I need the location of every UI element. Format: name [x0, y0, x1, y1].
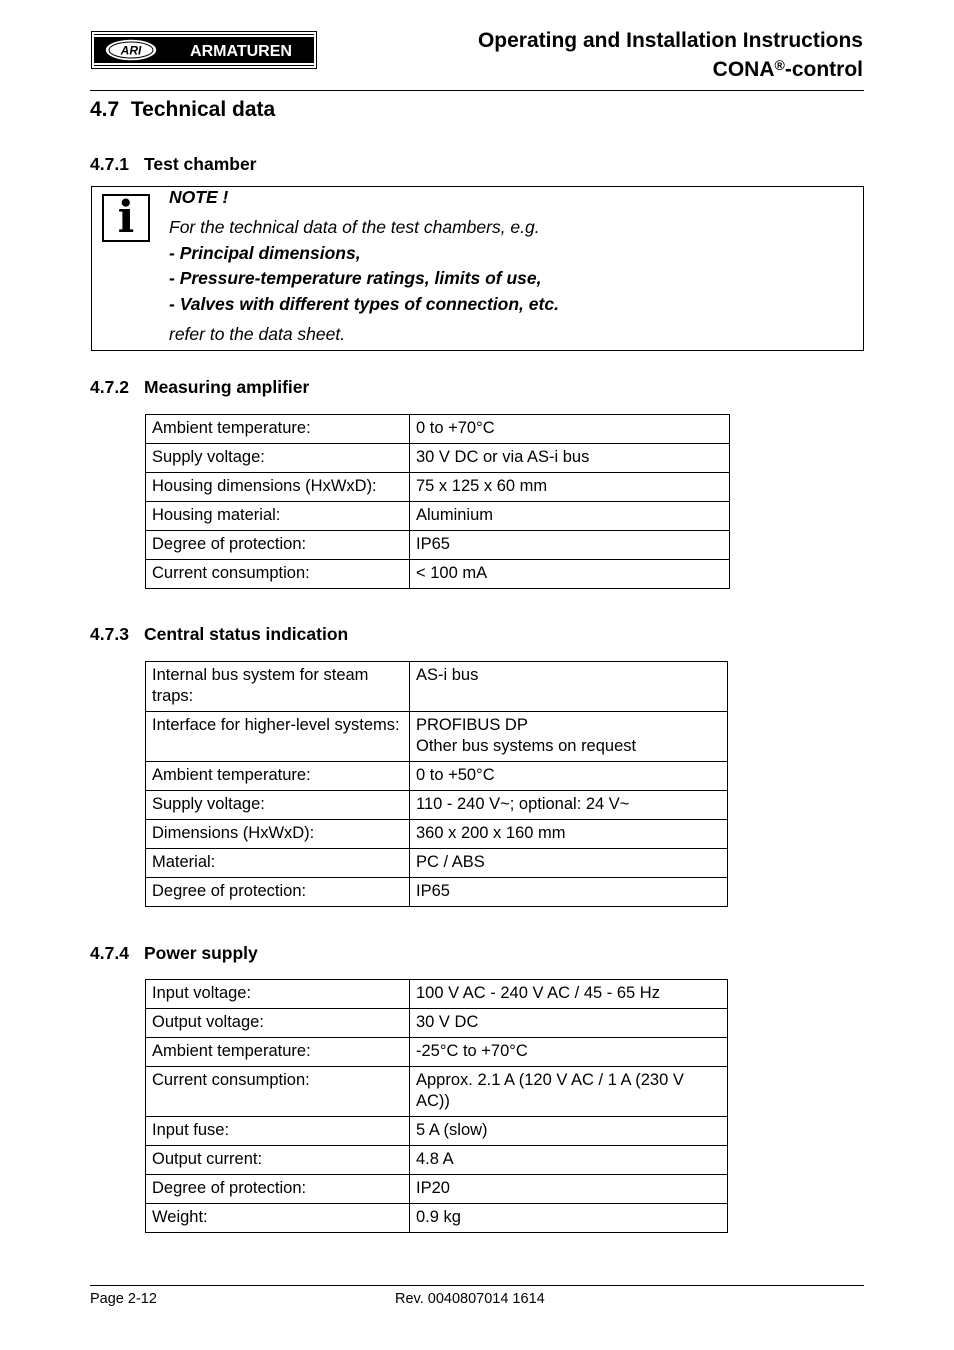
table-row: Housing material: Aluminium: [146, 502, 730, 531]
table-row: Output current: 4.8 A: [146, 1146, 728, 1175]
revision-number: Rev. 0040807014 1614: [395, 1291, 545, 1307]
document-title-line2: CONA®-control: [712, 57, 863, 81]
table-row: Input voltage: 100 V AC - 240 V AC / 45 - 65 Hz: [146, 980, 728, 1009]
svg-text:ARI: ARI: [120, 43, 142, 58]
note-intro: For the technical data of the test chambers, e.g.: [169, 217, 540, 237]
subsection-heading-power-supply: 4.7.4 Power supply: [90, 943, 258, 963]
table-row: Internal bus system for steam traps: AS-i bus: [146, 662, 728, 712]
subsection-heading-measuring-amplifier: 4.7.2 Measuring amplifier: [90, 377, 310, 397]
table-row: Dimensions (HxWxD): 360 x 200 x 160 mm: [146, 820, 728, 849]
note-bullet: - Pressure-temperature ratings, limits of use,: [169, 268, 542, 288]
header-divider: [90, 90, 864, 91]
table-row: Degree of protection: IP65: [146, 531, 730, 560]
table-row: Supply voltage: 30 V DC or via AS-i bus: [146, 444, 730, 473]
table-row: Input fuse: 5 A (slow): [146, 1117, 728, 1146]
table-row: Degree of protection: IP20: [146, 1175, 728, 1204]
table-row: Ambient temperature: -25°C to +70°C: [146, 1038, 728, 1067]
table-row: Ambient temperature: 0 to +70°C: [146, 415, 730, 444]
note-bullet: - Principal dimensions,: [169, 243, 361, 263]
ari-armaturen-logo: [91, 31, 317, 69]
table-row: Ambient temperature: 0 to +50°C: [146, 762, 728, 791]
central-status-table: [145, 661, 728, 907]
info-icon: i: [102, 194, 150, 242]
note-heading: NOTE !: [169, 187, 229, 207]
table-row: Current consumption: < 100 mA: [146, 560, 730, 589]
table-row: Housing dimensions (HxWxD): 75 x 125 x 60 mm: [146, 473, 730, 502]
note-outro: refer to the data sheet.: [169, 324, 346, 344]
table-row: Degree of protection: IP65: [146, 878, 728, 907]
subsection-heading-central-status: 4.7.3 Central status indication: [90, 624, 349, 644]
document-title-line1: Operating and Installation Instructions: [477, 29, 863, 52]
power-supply-table: [145, 979, 728, 1233]
table-row: Weight: 0.9 kg: [146, 1204, 728, 1233]
table-row: Interface for higher-level systems: PROFIBUS DP Other bus systems on request: [146, 712, 728, 762]
table-row: Supply voltage: 110 - 240 V~; optional: 24 V~: [146, 791, 728, 820]
footer-divider: [90, 1285, 864, 1286]
note-bullet: - Valves with different types of connection, etc.: [169, 294, 559, 314]
note-box: [91, 186, 864, 351]
table-row: Output voltage: 30 V DC: [146, 1009, 728, 1038]
measuring-amplifier-table: [145, 414, 730, 589]
table-row: Current consumption: Approx. 2.1 A (120 V AC / 1 A (230 V AC)): [146, 1067, 728, 1117]
document-title: [478, 26, 863, 84]
section-heading: 4.7 Technical data: [90, 98, 276, 121]
table-row: Material: PC / ABS: [146, 849, 728, 878]
page-number: Page 2-12: [90, 1291, 157, 1307]
svg-text:ARMATUREN: ARMATUREN: [190, 43, 292, 60]
subsection-heading-test-chamber: 4.7.1 Test chamber: [90, 154, 257, 174]
